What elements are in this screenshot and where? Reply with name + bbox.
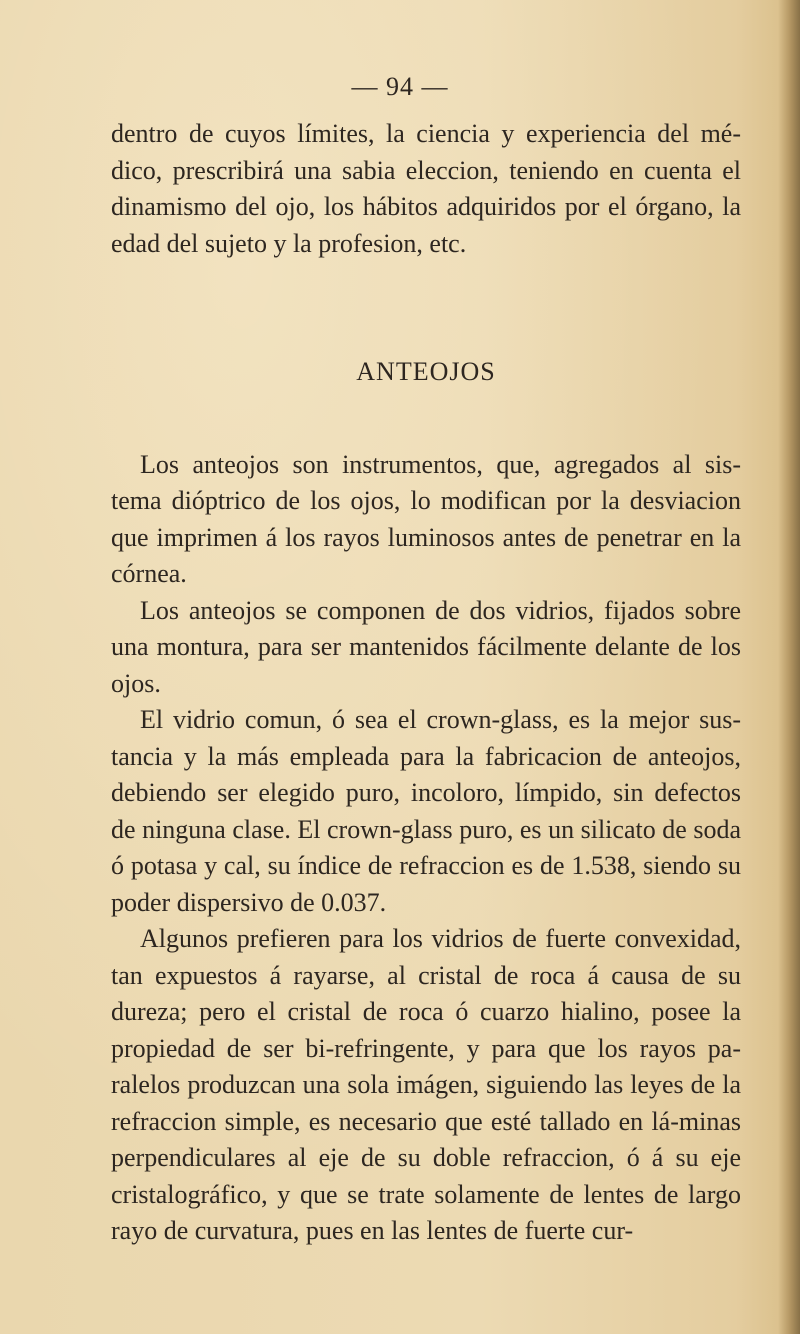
paragraph-anteojos-composition: Los anteojos se componen de dos vidrios, fijados sobre una montura, para ser mantenidos fácilmente delante de los ojos. <box>111 595 741 698</box>
page-number-header: — 94 — <box>351 72 449 101</box>
section-title: ANTEOJOS <box>356 357 496 386</box>
paragraph-anteojos-definition: Los anteojos son instrumentos, que, agregados al sis-tema dióptrico de los ojos, lo modifican por la desviacion que imprimen á los rayos luminosos antes de penetrar en la córnea. <box>111 449 741 588</box>
paragraph-crown-glass: El vidrio comun, ó sea el crown-glass, es la mejor sus-tancia y la más empleada para la fabricacion de anteojos, debiendo ser elegido puro, incoloro, límpido, sin defectos de ninguna clase. El crown-glass puro, es un silicato de soda ó potasa y cal, su índice de refraccion es de 1.538, siendo su poder dispersivo de 0.037. <box>111 705 741 917</box>
intro-paragraph: dentro de cuyos límites, la ciencia y experiencia del mé-dico, prescribirá una sabia eleccion, teniendo en cuenta el dinamismo del ojo, los hábitos adquiridos por el órgano, la edad del sujeto y la profesion, etc. <box>111 119 741 258</box>
paragraph-cristal-de-roca: Algunos prefieren para los vidrios de fuerte convexidad, tan expuestos á rayarse, al cristal de roca á causa de su dureza; pero el cristal de roca ó cuarzo hialino, posee la propiedad de ser bi-refringente, y para que los rayos pa-ralelos produzcan una sola imágen, siguiendo las leyes de la refraccion simple, es necesario que esté tallado en lá-minas perpendiculares al eje de su doble refraccion, ó á su eje cristalográfico, y que se trate solamente de lentes de largo rayo de curvatura, pues en las lentes de fuerte cur- <box>111 924 741 1245</box>
page-body <box>111 116 741 1250</box>
page-edge-shadow <box>778 0 800 1334</box>
